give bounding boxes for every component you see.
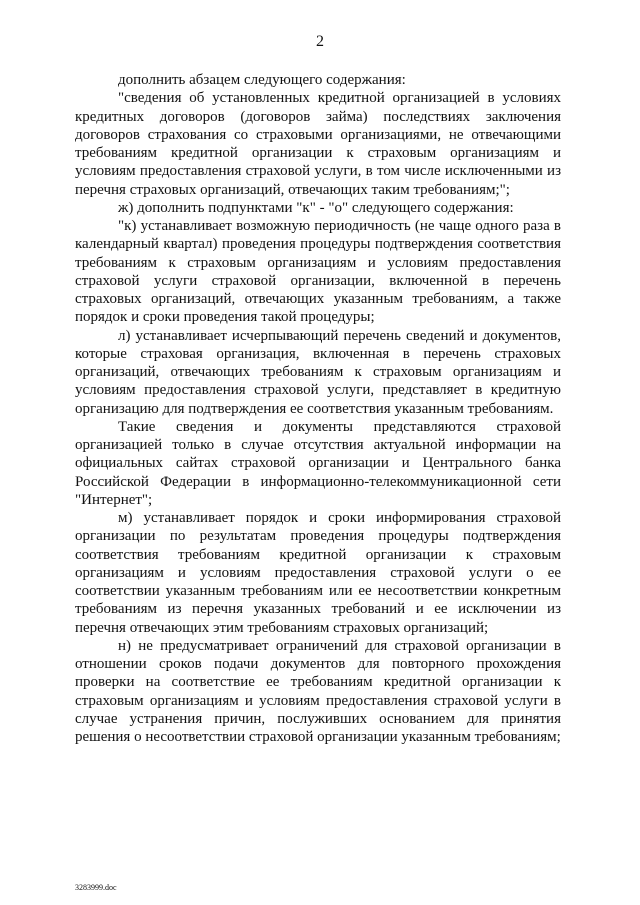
paragraph-k: "к) устанавливает возможную периодичность (не чаще одного раза в календарный квартал) проведения процедуры подтверждения соответствия требованиям к страховым организациям и условиям предоставления страховой услуги страховой организации, включенной в перечень страховых организаций, отвечающих указанным требованиям, а также порядок и сроки проведения такой процедуры; (75, 218, 561, 326)
document-file-footer: 3283999.doc (75, 883, 117, 892)
paragraph-n: н) не предусматривает ограничений для страховой организации в отношении сроков подачи документов для повторного прохождения проверки на соответствие ее требованиям кредитной организации к страховым организациям и условиям предоставления страховой услуги в случае устранения причин, послуживших основанием для принятия решения о несоответствии страховой организации указанным требованиям; (75, 637, 561, 745)
paragraph-zh: ж) дополнить подпунктами "к" - "о" следующего содержания: (118, 199, 514, 216)
document-body (75, 71, 561, 746)
paragraph-l-continued: Такие сведения и документы представляются страховой организацией только в случае отсутствия актуальной информации на официальных сайтах страховой организации и Центрального банка Российской Федерации в информационно-телекоммуникационной сети "Интернет"; (75, 418, 561, 508)
paragraph-l: л) устанавливает исчерпывающий перечень сведений и документов, которые страховая организация, включенная в перечень страховых организаций, отвечающих требованиям к страховым организациям и условиям предоставления страховой услуги, представляет в кредитную организацию для подтверждения ее соответствия указанным требованиям. (75, 327, 561, 417)
paragraph-m: м) устанавливает порядок и сроки информирования страховой организации по результатам проведения процедуры подтверждения соответствия требованиям кредитной организации к страховым организациям и условиям предоставления страховой услуги о ее соответствии указанным требованиям или ее несоответствии конкретным требованиям из перечня указанных требований и ее исключении из перечня отвечающих этим требованиям страховых организаций; (75, 510, 561, 636)
paragraph-intro: дополнить абзацем следующего содержания: (118, 72, 406, 88)
page-number: 2 (316, 33, 324, 50)
paragraph-quoted-info: "сведения об установленных кредитной организацией в условиях кредитных договоров (договоров займа) последствиях заключения договоров страхования со страховыми организациями, не отвечающими требованиям кредитной организации к страховым организациям и условиям предоставления страховой услуги, в том числе исключенными из перечня страховых организаций, отвечающих таким требованиям;"; (75, 90, 561, 198)
